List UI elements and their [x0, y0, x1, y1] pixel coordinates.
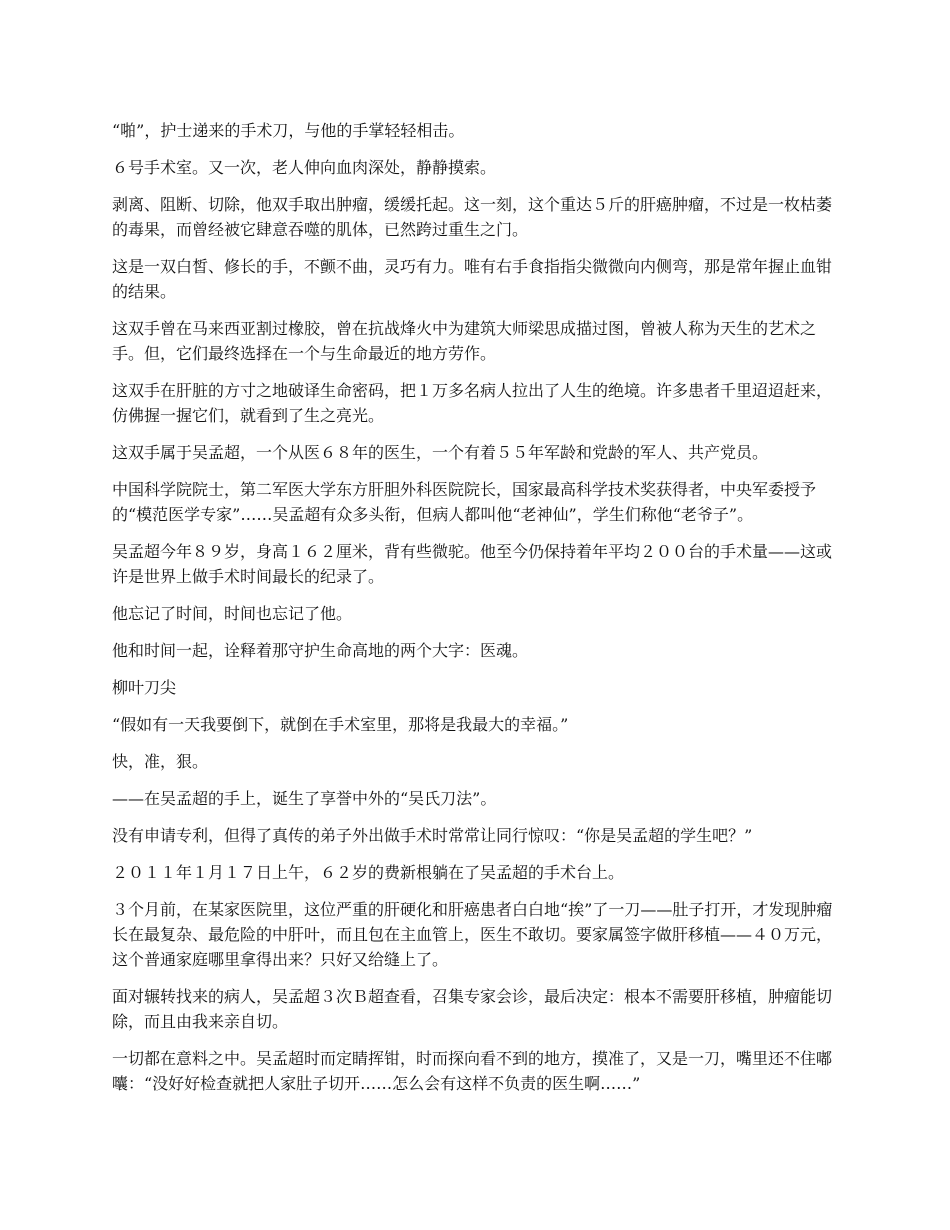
- section-heading: 柳叶刀尖: [112, 678, 177, 697]
- paragraph-14: 快，准，狠。: [112, 752, 209, 771]
- paragraph-9: 吴孟超今年８９岁，身高１６２厘米，背有些微驼。他至今仍保持着年平均２００台的手术量——这或许是世界上做手术时间最长的纪录了。: [112, 542, 833, 586]
- paragraph-15: ——在吴孟超的手上，诞生了享誉中外的“吴氏刀法”。: [112, 789, 497, 808]
- paragraph-18: ３个月前，在某家医院里，这位严重的肝硬化和肝癌患者白白地“挨”了一刀——肚子打开，才发现肿瘤长在最复杂、最危险的中肝叶，而且包在主血管上，医生不敢切。要家属签字做肝移植——４０万元，这个普通家庭哪里拿得出来？只好又给缝上了。: [112, 900, 833, 969]
- paragraph-16: 没有申请专利，但得了真传的弟子外出做手术时常常让同行惊叹：“你是吴孟超的学生吧？”: [112, 826, 753, 845]
- paragraph-17: ２０１１年１月１７日上午，６２岁的费新根躺在了吴孟超的手术台上。: [112, 863, 625, 882]
- paragraph-10: 他忘记了时间，时间也忘记了他。: [112, 604, 353, 623]
- paragraph-3: 剥离、阻断、切除，他双手取出肿瘤，缓缓托起。这一刻，这个重达５斤的肝癌肿瘤，不过是一枚枯萎的毒果，而曾经被它肆意吞噬的肌体，已然跨过重生之门。: [112, 195, 833, 239]
- paragraph-7: 这双手属于吴孟超，一个从医６８年的医生，一个有着５５年军龄和党龄的军人、共产党员。: [112, 443, 769, 462]
- paragraph-2: ６号手术室。又一次，老人伸向血肉深处，静静摸索。: [112, 158, 497, 177]
- paragraph-13: “假如有一天我要倒下，就倒在手术室里，那将是我最大的幸福。”: [112, 715, 569, 734]
- paragraph-20: 一切都在意料之中。吴孟超时而定睛挥钳，时而探向看不到的地方，摸准了，又是一刀，嘴里还不住嘟囔：“没好好检查就把人家肚子切开……怎么会有这样不负责的医生啊……”: [112, 1049, 833, 1093]
- paragraph-4: 这是一双白皙、修长的手，不颤不曲，灵巧有力。唯有右手食指指尖微微向内侧弯，那是常年握止血钳的结果。: [112, 257, 833, 301]
- paragraph-6: 这双手在肝脏的方寸之地破译生命密码，把１万多名病人拉出了人生的绝境。许多患者千里迢迢赶来，仿佛握一握它们，就看到了生之亮光。: [112, 381, 833, 425]
- paragraph-19: 面对辗转找来的病人，吴孟超３次Ｂ超查看，召集专家会诊，最后决定：根本不需要肝移植，肿瘤能切除，而且由我来亲自切。: [112, 987, 833, 1031]
- paragraph-1: “啪”，护士递来的手术刀，与他的手掌轻轻相击。: [112, 121, 465, 140]
- document-page: [112, 118, 842, 1108]
- paragraph-8: 中国科学院院士，第二军医大学东方肝胆外科医院院长，国家最高科学技术奖获得者，中央军委授予的“模范医学专家”……吴孟超有众多头衔，但病人都叫他“老神仙”，学生们称他“老爷子”。: [112, 480, 817, 524]
- paragraph-11: 他和时间一起，诠释着那守护生命高地的两个大字：医魂。: [112, 641, 529, 660]
- paragraph-5: 这双手曾在马来西亚割过橡胶，曾在抗战烽火中为建筑大师梁思成描过图，曾被人称为天生的艺术之手。但，它们最终选择在一个与生命最近的地方劳作。: [112, 319, 817, 363]
